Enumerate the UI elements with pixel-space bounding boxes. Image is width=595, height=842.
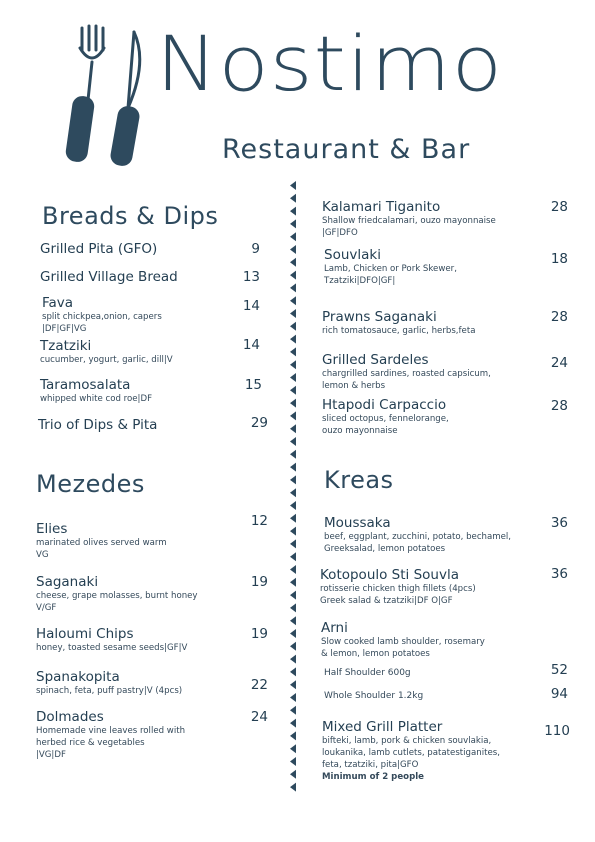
triangle-marker-icon: [290, 181, 296, 190]
menu-item: [321, 620, 536, 660]
breads-dips-title: Breads & Dips: [42, 202, 219, 230]
triangle-marker-icon: [290, 232, 296, 241]
item-dietary: V/GF: [36, 603, 57, 613]
triangle-marker-icon: [290, 296, 296, 305]
triangle-marker-icon: [290, 271, 296, 280]
triangle-marker-icon: [290, 783, 296, 792]
menu-item: [324, 247, 539, 287]
item-price: 12: [250, 513, 268, 529]
triangle-marker-icon: [290, 655, 296, 664]
triangle-marker-icon: [290, 450, 296, 459]
item-name: Moussaka: [324, 515, 391, 531]
item-price: 29: [250, 415, 268, 431]
item-description: rich tomatosauce, garlic, herbs,feta: [322, 326, 476, 336]
item-price: 18: [550, 251, 568, 267]
item-description: bifteki, lamb, pork & chicken souvlakia,: [322, 736, 492, 746]
item-name: Tzatziki: [40, 338, 92, 354]
menu-item: [322, 719, 537, 783]
menu-item: [322, 309, 537, 337]
triangle-marker-icon: [290, 629, 296, 638]
triangle-divider: [288, 181, 298, 793]
item-dietary: |GF|DFO: [322, 228, 358, 238]
item-name: Spanakopita: [36, 669, 120, 685]
menu-item: [324, 667, 539, 679]
triangle-marker-icon: [290, 680, 296, 689]
triangle-marker-icon: [290, 539, 296, 548]
item-description: split chickpea,onion, capers: [42, 312, 162, 322]
triangle-marker-icon: [290, 463, 296, 472]
triangle-marker-icon: [290, 258, 296, 267]
triangle-marker-icon: [290, 360, 296, 369]
triangle-marker-icon: [290, 578, 296, 587]
item-description: cheese, grape molasses, burnt honey: [36, 591, 198, 601]
restaurant-tagline: Restaurant & Bar: [222, 134, 471, 165]
triangle-marker-icon: [290, 744, 296, 753]
item-option: Whole Shoulder 1.2kg: [324, 691, 424, 701]
item-price: 24: [550, 355, 568, 371]
menu-item: [36, 521, 274, 561]
menu-item: [322, 397, 537, 437]
item-price: 22: [250, 677, 268, 693]
item-description: herbed rice & vegetables: [36, 738, 145, 748]
item-price: 52: [550, 662, 568, 678]
item-name: Arni: [321, 620, 348, 636]
item-description: feta, tzatziki, pita|GFO: [322, 760, 419, 770]
item-price: 14: [242, 298, 260, 314]
menu-item: [36, 626, 274, 654]
triangle-marker-icon: [290, 565, 296, 574]
item-dietary: Tzatziki|DFO|GF|: [324, 276, 396, 286]
item-name: Htapodi Carpaccio: [322, 397, 447, 413]
item-dietary: VG: [36, 550, 49, 560]
item-dietary: |VG|DF: [36, 750, 66, 760]
item-name: Taramosalata: [40, 377, 131, 393]
triangle-marker-icon: [290, 591, 296, 600]
triangle-marker-icon: [290, 501, 296, 510]
triangle-marker-icon: [290, 399, 296, 408]
menu-item: [36, 709, 274, 761]
item-name: Grilled Pita (GFO): [40, 241, 158, 257]
item-description: rotisserie chicken thigh fillets (4pcs): [320, 584, 476, 594]
item-description: Greeksalad, lemon potatoes: [324, 544, 446, 554]
triangle-marker-icon: [290, 219, 296, 228]
triangle-marker-icon: [290, 386, 296, 395]
item-description: loukanika, lamb cutlets, patatestiganites,: [322, 748, 500, 758]
triangle-marker-icon: [290, 309, 296, 318]
item-price: 9: [251, 241, 260, 257]
item-description: Greek salad & tzatziki|DF O|GF: [320, 596, 453, 606]
triangle-marker-icon: [290, 437, 296, 446]
item-note: Minimum of 2 people: [322, 772, 424, 782]
item-price: 28: [550, 398, 568, 414]
triangle-marker-icon: [290, 770, 296, 779]
item-name: Grilled Sardeles: [322, 352, 429, 368]
triangle-marker-icon: [290, 706, 296, 715]
item-name: Kalamari Tiganito: [322, 199, 441, 215]
item-price: 36: [550, 566, 568, 582]
item-price: 19: [250, 574, 268, 590]
item-name: Trio of Dips & Pita: [38, 417, 158, 433]
item-price: 28: [550, 199, 568, 215]
item-price: 14: [242, 337, 260, 353]
item-description: cucumber, yogurt, garlic, dill|V: [40, 355, 173, 365]
mezedes-title: Mezedes: [36, 470, 145, 498]
item-description: Slow cooked lamb shoulder, rosemary: [321, 637, 485, 647]
item-price: 28: [550, 309, 568, 325]
triangle-marker-icon: [290, 514, 296, 523]
triangle-marker-icon: [290, 603, 296, 612]
item-price: 36: [550, 515, 568, 531]
triangle-marker-icon: [290, 207, 296, 216]
item-price: 15: [244, 377, 262, 393]
triangle-marker-icon: [290, 322, 296, 331]
item-description: honey, toasted sesame seeds|GF|V: [36, 643, 188, 653]
triangle-marker-icon: [290, 527, 296, 536]
item-price: 19: [250, 626, 268, 642]
item-name: Grilled Village Bread: [40, 269, 178, 285]
item-description: marinated olives served warm: [36, 538, 167, 548]
triangle-marker-icon: [290, 475, 296, 484]
item-dietary: |DF|GF|VG: [42, 324, 87, 334]
item-price: 94: [550, 686, 568, 702]
restaurant-name: Nostimo: [156, 19, 504, 108]
triangle-marker-icon: [290, 194, 296, 203]
triangle-marker-icon: [290, 757, 296, 766]
item-description: Shallow friedcalamari, ouzo mayonnaise: [322, 216, 496, 226]
item-description: beef, eggplant, zucchini, potato, bechamel,: [324, 532, 512, 542]
triangle-marker-icon: [290, 424, 296, 433]
item-name: Kotopoulo Sti Souvla: [320, 567, 459, 583]
item-name: Saganaki: [36, 574, 99, 590]
item-description: & lemon, lemon potatoes: [321, 649, 430, 659]
kreas-title: Kreas: [324, 466, 394, 494]
triangle-marker-icon: [290, 373, 296, 382]
item-price: 13: [242, 269, 260, 285]
item-description: Homemade vine leaves rolled with: [36, 726, 186, 736]
item-name: Dolmades: [36, 709, 104, 725]
item-description: Lamb, Chicken or Pork Skewer,: [324, 264, 457, 274]
triangle-marker-icon: [290, 616, 296, 625]
item-description: lemon & herbs: [322, 381, 386, 391]
item-description: whipped white cod roe|DF: [40, 394, 153, 404]
item-description: chargrilled sardines, roasted capsicum,: [322, 369, 491, 379]
triangle-marker-icon: [290, 347, 296, 356]
triangle-marker-icon: [290, 693, 296, 702]
menu-item: [36, 574, 274, 614]
item-name: Fava: [42, 295, 74, 311]
menu-item: [324, 690, 539, 702]
item-description: sliced octopus, fennelorange,: [322, 414, 449, 424]
item-option: Half Shoulder 600g: [324, 668, 411, 678]
item-price: 24: [250, 709, 268, 725]
triangle-marker-icon: [290, 335, 296, 344]
item-description: spinach, feta, puff pastry|V (4pcs): [36, 686, 183, 696]
fork-and-knife-icon: [62, 22, 152, 168]
triangle-marker-icon: [290, 731, 296, 740]
item-price: 110: [544, 723, 570, 739]
menu-item: [324, 515, 539, 555]
triangle-marker-icon: [290, 488, 296, 497]
menu-item: [322, 199, 537, 239]
item-name: Souvlaki: [324, 247, 381, 263]
item-name: Elies: [36, 521, 68, 537]
triangle-marker-icon: [290, 411, 296, 420]
triangle-marker-icon: [290, 283, 296, 292]
item-description: ouzo mayonnaise: [322, 426, 398, 436]
item-name: Mixed Grill Platter: [322, 719, 443, 735]
menu-item: [36, 669, 274, 697]
item-name: Haloumi Chips: [36, 626, 134, 642]
menu-item: [322, 352, 537, 392]
item-name: Prawns Saganaki: [322, 309, 437, 325]
triangle-marker-icon: [290, 552, 296, 561]
triangle-marker-icon: [290, 642, 296, 651]
triangle-marker-icon: [290, 667, 296, 676]
triangle-marker-icon: [290, 245, 296, 254]
triangle-marker-icon: [290, 719, 296, 728]
menu-item: [320, 567, 535, 607]
